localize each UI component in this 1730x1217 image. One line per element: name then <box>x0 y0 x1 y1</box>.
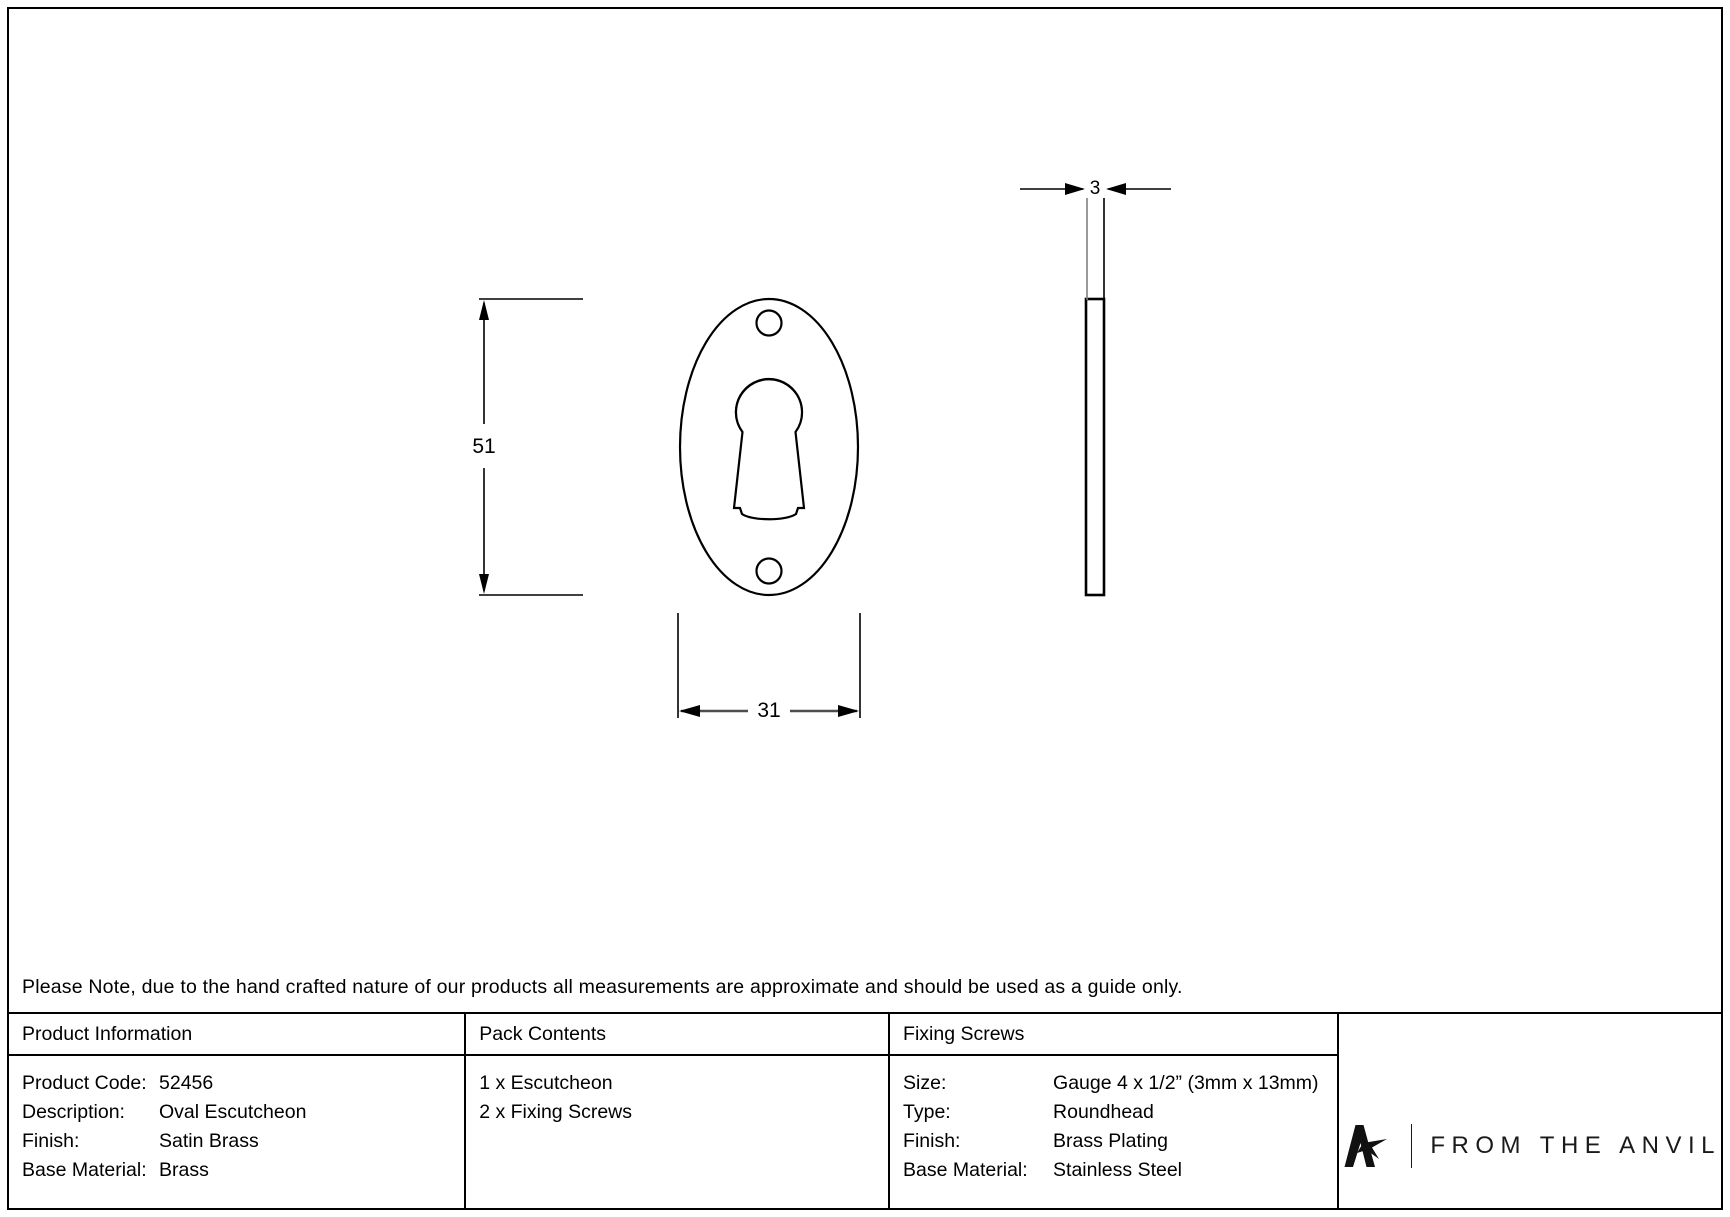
base-material-label: Base Material: <box>22 1159 147 1181</box>
screw-type-value: Roundhead <box>1053 1101 1154 1123</box>
product-information-heading: Product Information <box>9 1014 464 1056</box>
table-row <box>22 1127 464 1156</box>
fixing-screws-column <box>890 1014 1339 1209</box>
fixing-screws-body <box>890 1056 1337 1185</box>
fixing-screws-heading: Fixing Screws <box>890 1014 1337 1056</box>
pack-contents-heading: Pack Contents <box>466 1014 888 1056</box>
thickness-dimension-label: 3 <box>1085 179 1105 198</box>
product-information-column <box>9 1014 466 1209</box>
screw-base-material-label: Base Material: <box>903 1159 1028 1181</box>
screw-size-label: Size: <box>903 1072 947 1094</box>
disclaimer-row <box>9 962 1721 1014</box>
width-dimension-label: 31 <box>749 700 789 721</box>
finish-value: Satin Brass <box>159 1130 259 1152</box>
screw-size-value: Gauge 4 x 1/2” (3mm x 13mm) <box>1053 1072 1319 1094</box>
product-code-value: 52456 <box>159 1072 214 1094</box>
description-value: Oval Escutcheon <box>159 1101 307 1123</box>
screw-base-material-value: Stainless Steel <box>1053 1159 1183 1181</box>
height-dimension-label: 51 <box>460 436 508 457</box>
pack-contents-body <box>466 1056 888 1127</box>
brand-logo-column <box>1339 1014 1721 1209</box>
specification-table <box>9 1014 1721 1209</box>
description-label: Description: <box>22 1101 125 1123</box>
product-code-label: Product Code: <box>22 1072 147 1094</box>
screw-type-label: Type: <box>903 1101 951 1123</box>
brand-logo <box>1339 1014 1721 1209</box>
table-row <box>22 1156 464 1185</box>
base-material-value: Brass <box>159 1159 209 1181</box>
disclaimer-text: Please Note, due to the hand crafted nature of our products all measurements are approximate and should be used as a guide only. <box>22 975 1183 998</box>
screw-finish-value: Brass Plating <box>1053 1130 1168 1152</box>
screw-finish-label: Finish: <box>903 1130 961 1152</box>
finish-label: Finish: <box>22 1130 80 1152</box>
logo-divider <box>1411 1124 1413 1168</box>
list-item: 1 x Escutcheon <box>479 1072 613 1094</box>
product-information-body <box>9 1056 464 1185</box>
table-row <box>22 1098 464 1127</box>
table-row <box>903 1156 1337 1185</box>
table-row <box>903 1127 1337 1156</box>
table-row <box>903 1098 1337 1127</box>
pack-contents-column <box>466 1014 890 1209</box>
table-row <box>903 1069 1337 1098</box>
anvil-a-logo-icon <box>1339 1123 1393 1169</box>
brand-wordmark: FROM THE ANVIL <box>1430 1131 1721 1159</box>
list-item: 2 x Fixing Screws <box>479 1101 632 1123</box>
table-row <box>22 1069 464 1098</box>
